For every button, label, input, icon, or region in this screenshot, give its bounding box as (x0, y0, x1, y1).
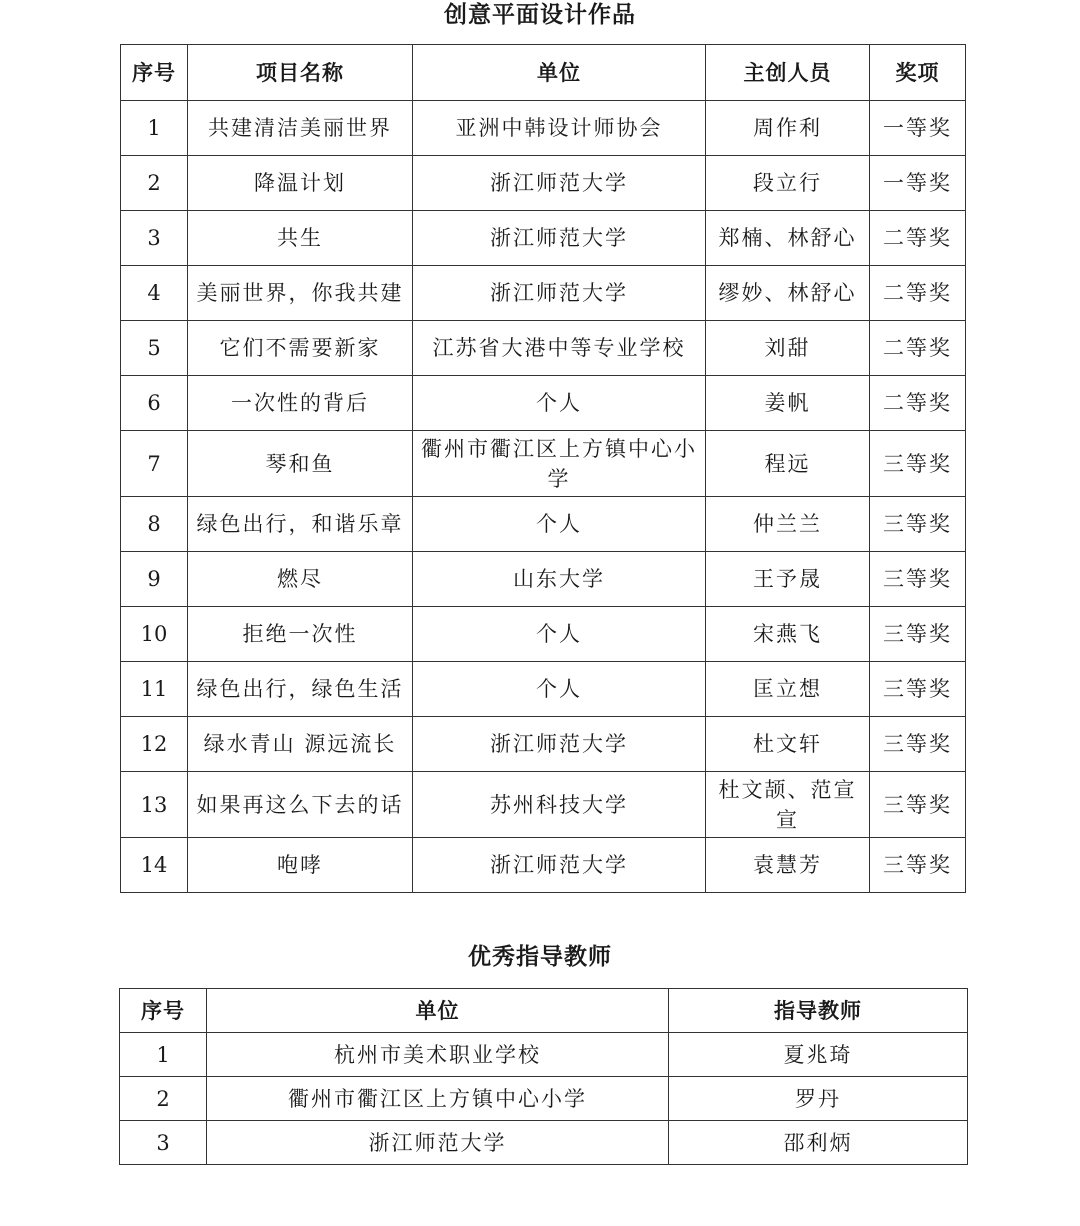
cell-project: 共生 (188, 211, 413, 266)
table-row (121, 497, 966, 552)
cell-index: 3 (121, 211, 188, 266)
cell-index: 13 (121, 772, 188, 838)
cell-index: 12 (121, 717, 188, 772)
header-teacher: 指导教师 (669, 989, 968, 1033)
cell-index: 2 (120, 1077, 207, 1121)
cell-unit: 个人 (413, 376, 706, 431)
cell-award: 一等奖 (870, 156, 966, 211)
cell-creators: 杜文颉、范宣宣 (706, 772, 870, 838)
cell-award: 三等奖 (870, 662, 966, 717)
table-row (121, 838, 966, 893)
cell-creators: 王予晟 (706, 552, 870, 607)
cell-index: 2 (121, 156, 188, 211)
cell-project: 美丽世界，你我共建 (188, 266, 413, 321)
cell-project: 绿色出行，和谐乐章 (188, 497, 413, 552)
table-row (121, 156, 966, 211)
cell-award: 一等奖 (870, 101, 966, 156)
cell-index: 4 (121, 266, 188, 321)
cell-index: 3 (120, 1121, 207, 1165)
cell-creators: 杜文轩 (706, 717, 870, 772)
cell-unit: 浙江师范大学 (207, 1121, 669, 1165)
cell-unit: 杭州市美术职业学校 (207, 1033, 669, 1077)
cell-unit: 苏州科技大学 (413, 772, 706, 838)
cell-index: 6 (121, 376, 188, 431)
cell-unit: 浙江师范大学 (413, 717, 706, 772)
cell-creators: 段立行 (706, 156, 870, 211)
cell-creators: 袁慧芳 (706, 838, 870, 893)
cell-creators: 郑楠、林舒心 (706, 211, 870, 266)
header-project: 项目名称 (188, 45, 413, 101)
cell-index: 10 (121, 607, 188, 662)
cell-unit: 衢州市衢江区上方镇中心小学 (207, 1077, 669, 1121)
table-row (120, 1033, 968, 1077)
cell-creators: 刘甜 (706, 321, 870, 376)
cell-creators: 姜帆 (706, 376, 870, 431)
cell-index: 5 (121, 321, 188, 376)
cell-award: 二等奖 (870, 376, 966, 431)
cell-award: 三等奖 (870, 717, 966, 772)
cell-unit: 个人 (413, 607, 706, 662)
awards-table (120, 44, 966, 893)
awards-title: 创意平面设计作品 (444, 1, 636, 28)
cell-project: 一次性的背后 (188, 376, 413, 431)
cell-project: 绿色出行，绿色生活 (188, 662, 413, 717)
table-row (121, 266, 966, 321)
cell-unit: 浙江师范大学 (413, 266, 706, 321)
cell-creators: 宋燕飞 (706, 607, 870, 662)
cell-unit: 亚洲中韩设计师协会 (413, 101, 706, 156)
cell-award: 三等奖 (870, 838, 966, 893)
cell-unit: 浙江师范大学 (413, 211, 706, 266)
table-row (120, 1077, 968, 1121)
header-unit: 单位 (207, 989, 669, 1033)
cell-teacher: 邵利炳 (669, 1121, 968, 1165)
cell-index: 8 (121, 497, 188, 552)
cell-creators: 程远 (706, 431, 870, 497)
cell-project: 咆哮 (188, 838, 413, 893)
cell-project: 燃尽 (188, 552, 413, 607)
cell-creators: 仲兰兰 (706, 497, 870, 552)
cell-unit: 山东大学 (413, 552, 706, 607)
cell-project: 降温计划 (188, 156, 413, 211)
cell-project: 拒绝一次性 (188, 607, 413, 662)
cell-creators: 缪妙、林舒心 (706, 266, 870, 321)
table-row (121, 552, 966, 607)
cell-index: 11 (121, 662, 188, 717)
teachers-header-row (120, 989, 968, 1033)
cell-unit: 江苏省大港中等专业学校 (413, 321, 706, 376)
header-unit: 单位 (413, 45, 706, 101)
awards-header-row (121, 45, 966, 101)
cell-unit: 衢州市衢江区上方镇中心小学 (413, 431, 706, 497)
cell-index: 1 (121, 101, 188, 156)
cell-award: 二等奖 (870, 321, 966, 376)
teachers-table (119, 988, 968, 1165)
table-row (121, 101, 966, 156)
table-row (121, 211, 966, 266)
cell-unit: 浙江师范大学 (413, 838, 706, 893)
cell-project: 绿水青山 源远流长 (188, 717, 413, 772)
header-index: 序号 (120, 989, 207, 1033)
table-row (121, 772, 966, 838)
header-award: 奖项 (870, 45, 966, 101)
cell-creators: 匡立想 (706, 662, 870, 717)
header-index: 序号 (121, 45, 188, 101)
cell-project: 它们不需要新家 (188, 321, 413, 376)
cell-unit: 个人 (413, 662, 706, 717)
table-row (121, 321, 966, 376)
cell-award: 三等奖 (870, 607, 966, 662)
cell-award: 三等奖 (870, 552, 966, 607)
cell-teacher: 罗丹 (669, 1077, 968, 1121)
cell-index: 14 (121, 838, 188, 893)
cell-award: 三等奖 (870, 497, 966, 552)
cell-project: 如果再这么下去的话 (188, 772, 413, 838)
cell-project: 共建清洁美丽世界 (188, 101, 413, 156)
table-row (121, 607, 966, 662)
cell-unit: 个人 (413, 497, 706, 552)
cell-creators: 周作利 (706, 101, 870, 156)
table-row (121, 376, 966, 431)
cell-award: 二等奖 (870, 266, 966, 321)
cell-index: 7 (121, 431, 188, 497)
table-row (121, 662, 966, 717)
cell-unit: 浙江师范大学 (413, 156, 706, 211)
cell-project: 琴和鱼 (188, 431, 413, 497)
cell-award: 二等奖 (870, 211, 966, 266)
table-row (121, 717, 966, 772)
table-row (121, 431, 966, 497)
cell-index: 1 (120, 1033, 207, 1077)
table-row (120, 1121, 968, 1165)
header-creators: 主创人员 (706, 45, 870, 101)
cell-award: 三等奖 (870, 772, 966, 838)
cell-index: 9 (121, 552, 188, 607)
cell-award: 三等奖 (870, 431, 966, 497)
cell-teacher: 夏兆琦 (669, 1033, 968, 1077)
teachers-title: 优秀指导教师 (468, 943, 612, 970)
